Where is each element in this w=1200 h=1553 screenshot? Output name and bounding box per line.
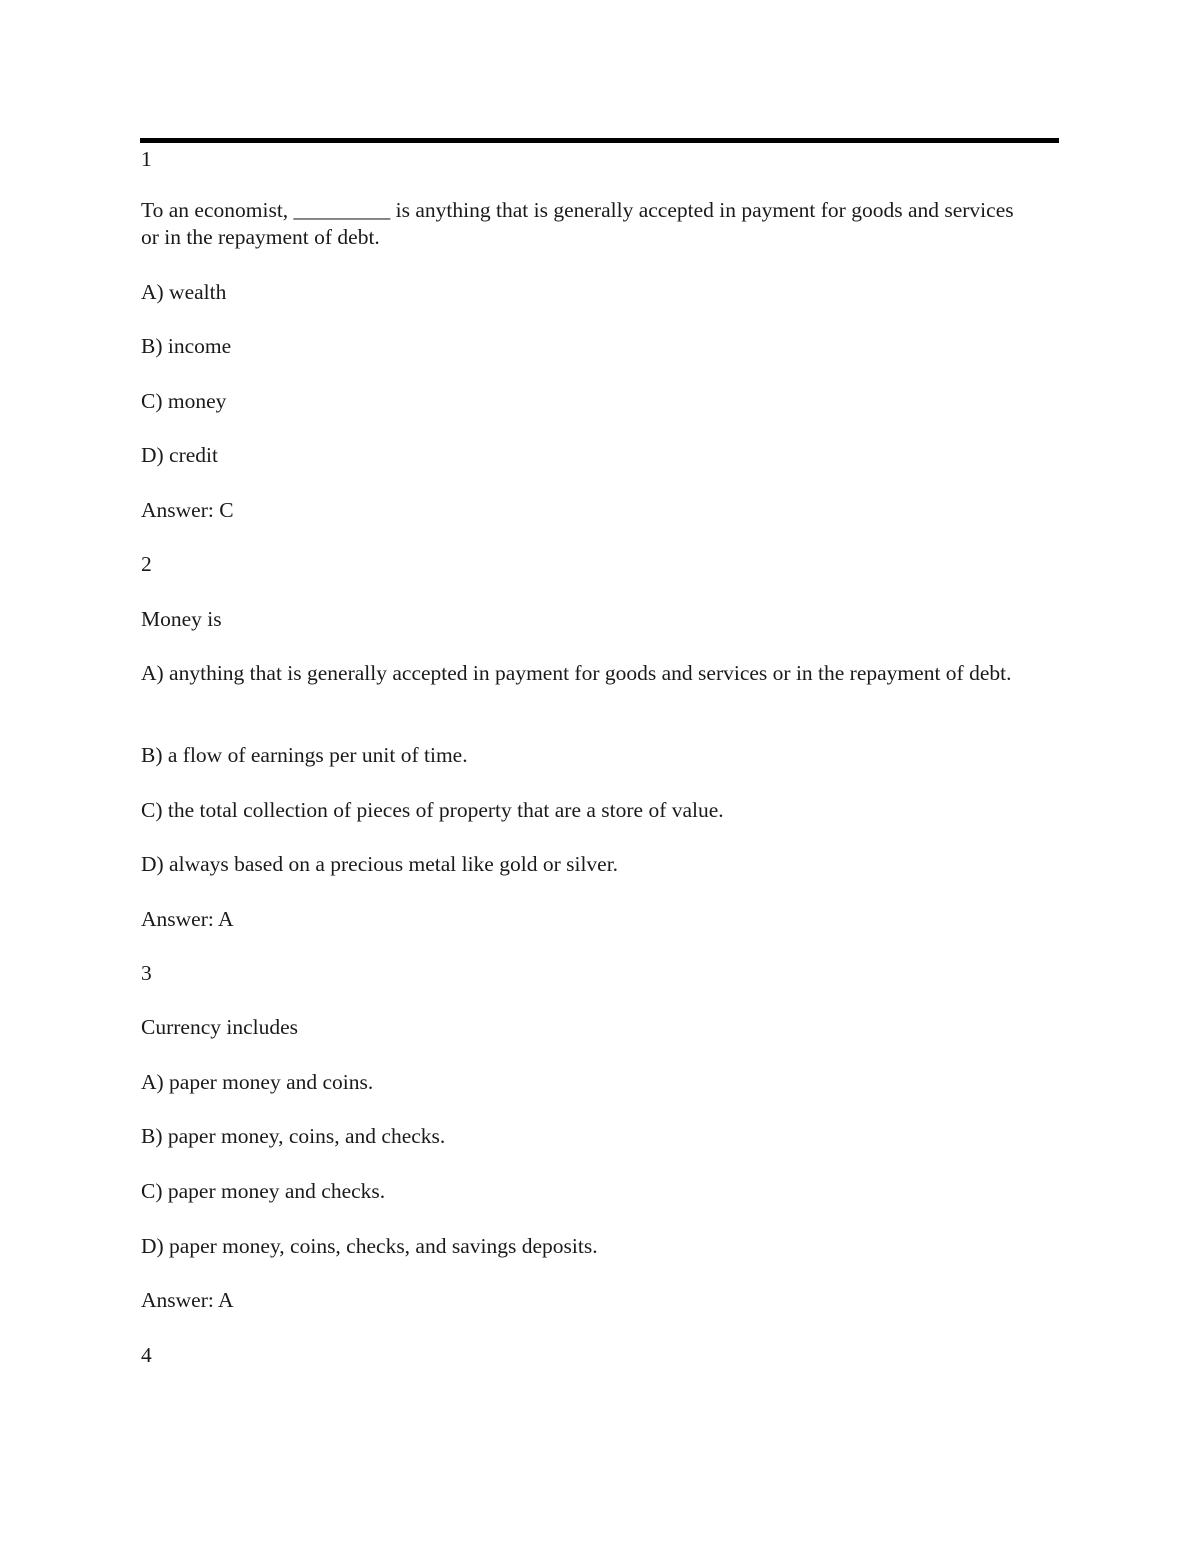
top-horizontal-rule xyxy=(140,138,1059,143)
question-number: 4 xyxy=(141,1343,152,1367)
answer-option: A) anything that is generally accepted in payment for goods and services or in the repayment of debt. xyxy=(141,661,1012,685)
answer-option: B) paper money, coins, and checks. xyxy=(141,1124,446,1148)
question-number: 1 xyxy=(141,147,152,171)
answer-key: Answer: A xyxy=(141,907,234,931)
answer-option: D) always based on a precious metal like gold or silver. xyxy=(141,852,619,876)
answer-option: D) credit xyxy=(141,443,219,467)
question-prompt: To an economist, _________ is anything that is generally accepted in payment for goods and services or in the repayment of debt. xyxy=(141,198,1014,249)
question-number: 3 xyxy=(141,961,152,985)
question-prompt: Currency includes xyxy=(141,1015,299,1039)
answer-option: B) income xyxy=(141,334,232,358)
question-prompt: Money is xyxy=(141,607,222,631)
answer-key: Answer: C xyxy=(141,498,234,522)
answer-option: C) money xyxy=(141,389,227,413)
answer-key: Answer: A xyxy=(141,1288,234,1312)
answer-option: C) the total collection of pieces of property that are a store of value. xyxy=(141,798,724,822)
question-number: 2 xyxy=(141,552,152,576)
answer-option: D) paper money, coins, checks, and savings deposits. xyxy=(141,1234,598,1258)
answer-option: A) wealth xyxy=(141,280,227,304)
answer-option: B) a flow of earnings per unit of time. xyxy=(141,743,468,767)
answer-option: C) paper money and checks. xyxy=(141,1179,386,1203)
answer-option: A) paper money and coins. xyxy=(141,1070,374,1094)
